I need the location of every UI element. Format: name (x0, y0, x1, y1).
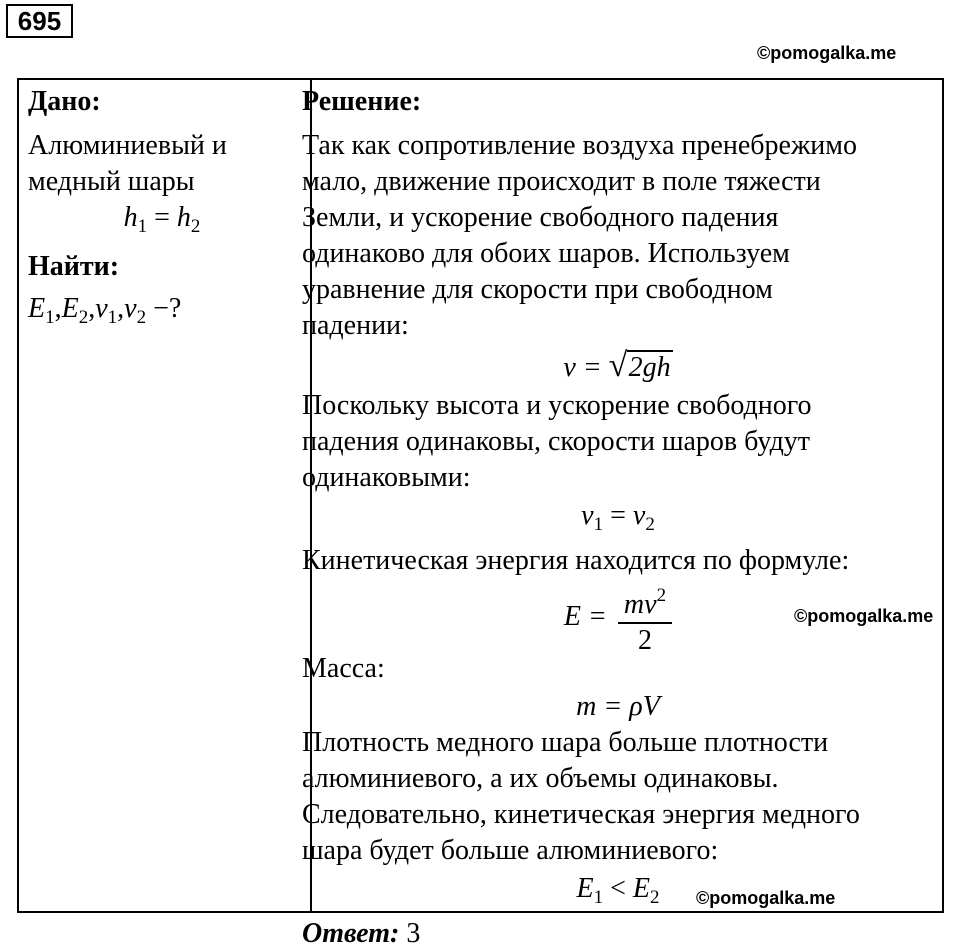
text-line: шара будет больше алюминиевого: (302, 835, 719, 866)
text-line: Кинетическая энергия находится по формуле: (302, 545, 850, 576)
formula-energy-comparison: $E_1 < E_2$ (576, 873, 660, 908)
text-line: падении: (302, 310, 409, 341)
watermark-middle: ©pomogalka.me (794, 606, 934, 626)
formula-mass: m = ρV (576, 691, 660, 722)
formula-velocity: v = √ 2gh (563, 347, 671, 384)
text-line: Так как сопротивление воздуха пренебрежимо (302, 130, 857, 161)
given-line: медный шары (28, 166, 195, 197)
answer-label: Ответ: (302, 918, 400, 949)
watermark-bottom: ©pomogalka.me (696, 888, 836, 908)
text-line: мало, движение происходит в поле тяжести (302, 166, 821, 197)
text-line: падения одинаковы, скорости шаров будут (302, 426, 811, 457)
given-column (28, 84, 296, 336)
formula-equal-speeds: $v_1 = v_2$ (581, 500, 655, 535)
watermark-top: ©pomogalka.me (757, 43, 897, 63)
text-line: Следовательно, кинетическая энергия медного (302, 799, 860, 830)
text-line: Плотность медного шара больше плотности (302, 727, 829, 758)
text-line: Поскольку высота и ускорение свободного (302, 390, 812, 421)
given-text (28, 128, 296, 200)
given-condition: $h_1 = h_2$ (123, 202, 201, 237)
find-heading: Найти: (28, 251, 120, 282)
text-line: уравнение для скорости при свободном (302, 274, 773, 305)
solution-paragraph-2 (302, 388, 934, 496)
given-line: Алюминиевый и (28, 130, 227, 161)
answer (302, 916, 934, 952)
text-line: Земли, и ускорение свободного падения (302, 202, 779, 233)
find-unknowns: $E_1,E_2,v_1,v_2$ −? (28, 293, 182, 328)
solution-column (302, 84, 934, 952)
text-line: Масса: (302, 653, 385, 684)
problem-number: 695 (6, 4, 73, 38)
given-heading: Дано: (28, 86, 101, 117)
text-line: одинаковыми: (302, 462, 471, 493)
text-line: алюминиевого, а их объемы одинаковы. (302, 763, 779, 794)
solution-heading: Решение: (302, 86, 422, 117)
solution-paragraph-5 (302, 725, 934, 869)
text-line: одинаково для обоих шаров. Используем (302, 238, 790, 269)
formula-kinetic-energy: E = $\frac{mv^2}{2}$ (302, 579, 934, 651)
answer-value: 3 (399, 918, 421, 949)
solution-table (17, 78, 944, 949)
solution-paragraph-1 (302, 128, 934, 344)
